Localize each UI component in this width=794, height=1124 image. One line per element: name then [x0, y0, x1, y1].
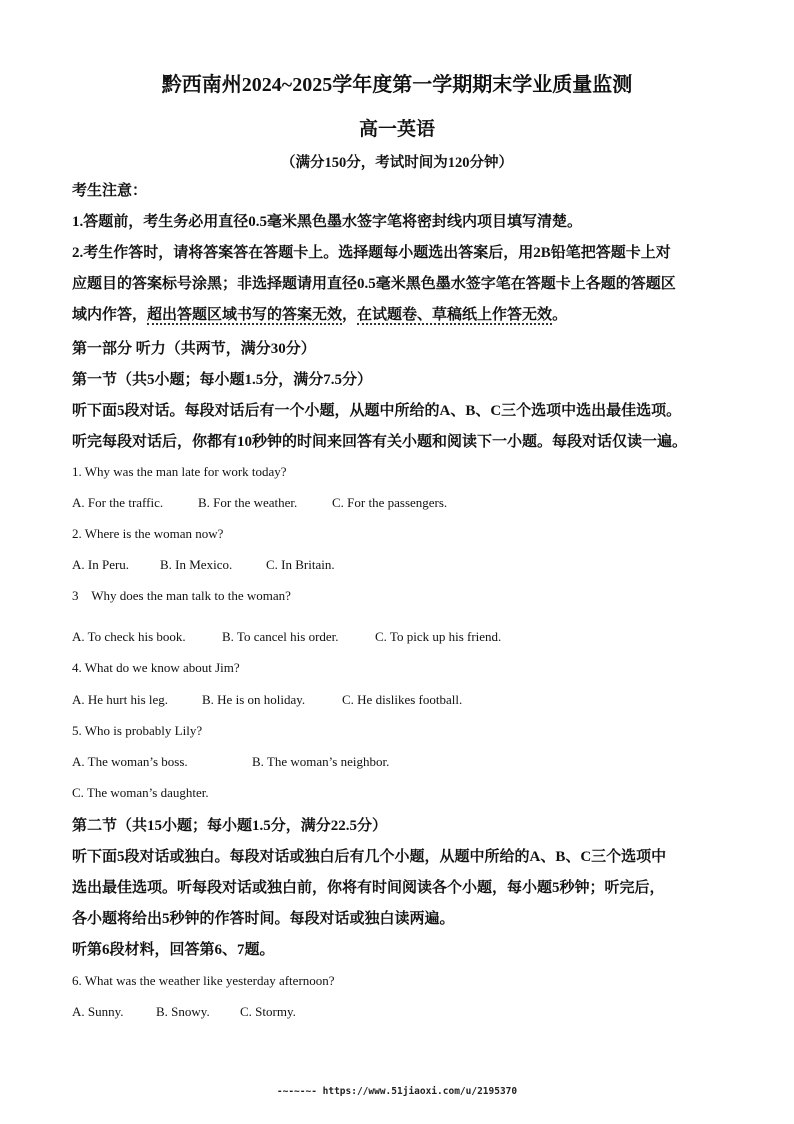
- question-options-1: [72, 495, 447, 511]
- question-5-option-c: C. The woman’s daughter.: [72, 785, 209, 800]
- question-stem-6: 6. What was the weather like yesterday afternoon?: [72, 973, 335, 988]
- option-c: C. To pick up his friend.: [375, 629, 502, 644]
- option-c: C. For the passengers.: [332, 495, 448, 510]
- section2-instructions-line-3: 各小题将给出5秒钟的作答时间。每段对话或独白读两遍。: [72, 911, 455, 927]
- question-stem-1: 1. Why was the man late for work today?: [72, 464, 287, 479]
- section2-instructions-line-1: 听下面5段对话或独白。每段对话或独白后有几个小题，从题中所给的A、B、C三个选项中: [72, 849, 667, 865]
- question-options-2: [72, 557, 335, 573]
- subject-title: 高一英语: [358, 119, 435, 140]
- option-b: B. He is on holiday.: [202, 692, 306, 707]
- section1-instructions-line-1: 听下面5段对话。每段对话后有一个小题，从题中所给的A、B、C三个选项中选出最佳选项。: [72, 403, 682, 419]
- notice-text: 。: [552, 307, 568, 323]
- option-a: A. For the traffic.: [72, 495, 164, 510]
- notice-item-2-line-2: 应题目的答案标号涂黑；非选择题请用直径0.5毫米黑色墨水签字笔在答题卡上各题的答题区: [72, 276, 676, 292]
- exam-info: （满分150分，考试时间为120分钟）: [281, 155, 513, 171]
- question-stem-2: 2. Where is the woman now?: [72, 526, 224, 541]
- notice-item-1: 1.答题前，考生务必用直径0.5毫米黑色墨水签字笔将密封线内项目填写清楚。: [72, 214, 583, 230]
- option-a: A. In Peru.: [72, 557, 130, 572]
- option-b: B. Snowy.: [156, 1004, 210, 1019]
- footer-watermark-url: -~-~-~- https://www.51jiaoxi.com/u/2195370: [276, 1086, 518, 1097]
- question-stem-4: 4. What do we know about Jim?: [72, 660, 240, 675]
- question-options-4: [72, 692, 462, 708]
- notice-item-2-line-1: 2.考生作答时，请将答案答在答题卡上。选择题每小题选出答案后，用2B铅笔把答题卡上对: [72, 245, 671, 261]
- section1-instructions-line-2: 听完每段对话后，你都有10秒钟的时间来回答有关小题和阅读下一小题。每段对话仅读一遍。: [72, 434, 688, 450]
- section2-heading: 第二节（共15小题；每小题1.5分，满分22.5分）: [72, 818, 388, 834]
- emphasis-text-1: 超出答题区域书写的答案无效: [147, 307, 343, 323]
- question-stem-3: 3 Why does the man talk to the woman?: [72, 588, 291, 603]
- option-a: A. He hurt his leg.: [72, 692, 169, 707]
- option-a: A. To check his book.: [72, 629, 186, 644]
- exam-title: 黔西南州2024~2025学年度第一学期期末学业质量监测: [161, 74, 633, 96]
- notice-item-2-line-3: [72, 300, 732, 331]
- question-options-5: [72, 754, 389, 770]
- option-b: B. For the weather.: [198, 495, 298, 510]
- option-a: A. The woman’s boss.: [72, 754, 188, 769]
- option-b: B. The woman’s neighbor.: [252, 754, 390, 769]
- notice-heading: 考生注意：: [72, 183, 148, 199]
- option-c: C. In Britain.: [266, 557, 335, 572]
- option-c: C. He dislikes football.: [342, 692, 463, 707]
- material-6-heading: 听第6段材料，回答第6、7题。: [72, 942, 275, 958]
- option-b: B. To cancel his order.: [222, 629, 339, 644]
- part1-heading: 第一部分 听力（共两节，满分30分）: [72, 341, 316, 357]
- notice-text: 域内作答，: [72, 307, 148, 323]
- question-options-3: [72, 629, 501, 645]
- question-stem-5: 5. Who is probably Lily?: [72, 723, 203, 738]
- option-c: C. Stormy.: [240, 1004, 296, 1019]
- notice-text: ，: [342, 307, 358, 323]
- emphasis-text-2: 在试题卷、草稿纸上作答无效: [357, 307, 553, 323]
- section1-heading: 第一节（共5小题；每小题1.5分，满分7.5分）: [72, 372, 373, 388]
- option-a: A. Sunny.: [72, 1004, 124, 1019]
- option-b: B. In Mexico.: [160, 557, 233, 572]
- section2-instructions-line-2: 选出最佳选项。听每段对话或独白前，你将有时间阅读各个小题，每小题5秒钟；听完后，: [72, 880, 665, 896]
- question-options-6: [72, 1004, 296, 1020]
